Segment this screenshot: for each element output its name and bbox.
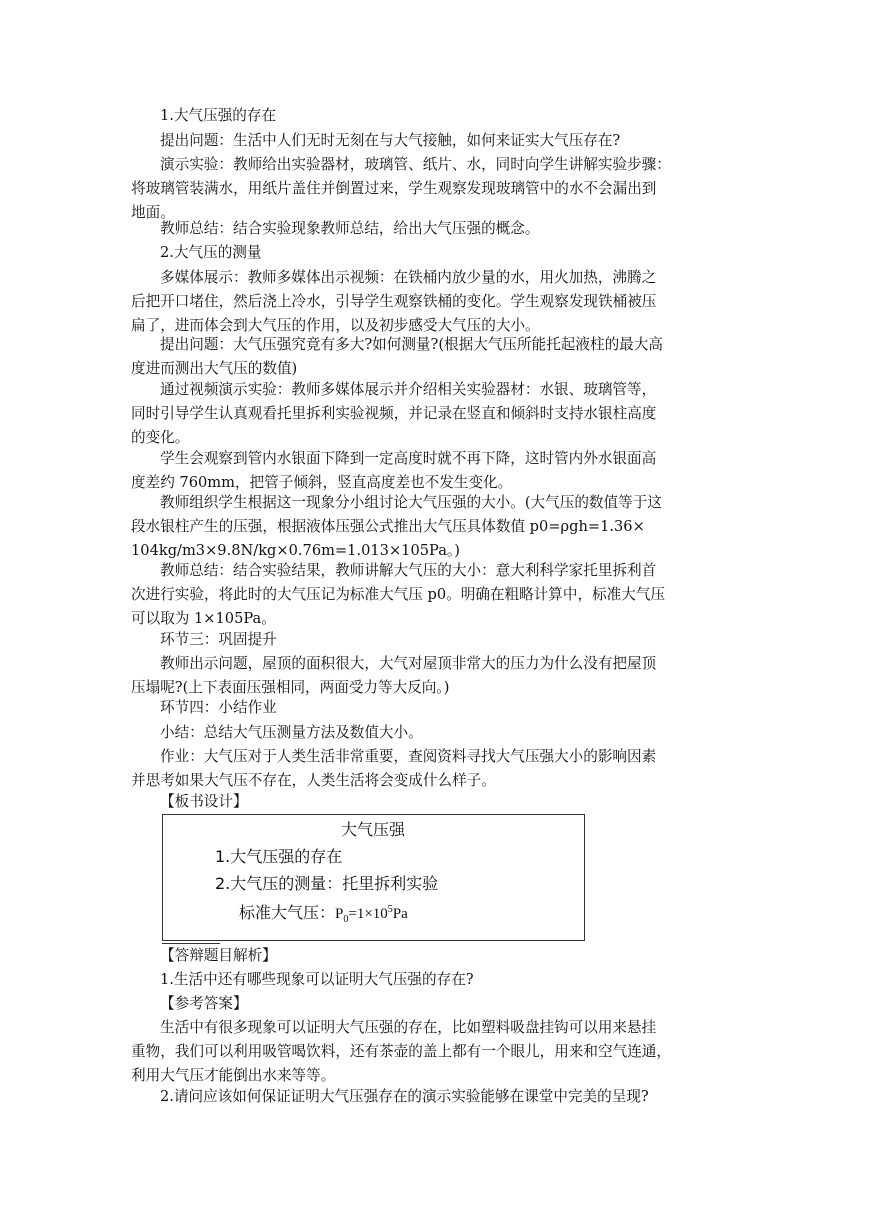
paragraph-line: 可以取为 1×105Pa。 [131,610,276,627]
paragraph-line: 作业：大气压对于人类生活非常重要，查阅资料寻找大气压强大小的影响因素 [160,748,657,765]
paragraph-line: 104kg/m3×9.8N/kg×0.76m=1.013×105Pa。) [131,542,460,559]
paragraph-line: 教师组织学生根据这一现象分小组讨论大气压强的大小。(大气压的数值等于这 [160,494,662,511]
paragraph-line: 提出问题：大气压强究竟有多大?如何测量?(根据大气压所能托起液柱的最大高 [160,336,663,353]
paragraph-line: 演示实验：教师给出实验器材，玻璃管、纸片、水，同时向学生讲解实验步骤： [160,156,671,173]
box-underline-mark [162,939,220,944]
paragraph-line: 扁了，进而体会到大气压的作用，以及初步感受大气压的大小。 [131,317,540,334]
paragraph-line: 段水银柱产生的压强，根据液体压强公式推出大气压具体数值 p0=ρgh=1.36× [131,518,645,535]
question-1: 1.生活中还有哪些现象可以证明大气压强的存在? [160,971,474,988]
board-line-3 [239,900,408,925]
section-heading-4: 环节四：小结作业 [160,699,277,716]
paragraph-line: 教师出示问题，屋顶的面积很大，大气对屋顶非常大的压力为什么没有把屋顶 [160,655,657,672]
paragraph-line: 度差约 760mm，把管子倾斜，竖直高度差也不发生变化。 [131,474,513,491]
paragraph-line: 教师总结：结合实验结果，教师讲解大气压的大小：意大利科学家托里拆利首 [160,562,657,579]
paragraph-line: 通过视频演示实验：教师多媒体展示并介绍相关实验器材：水银、玻璃管等， [160,381,657,398]
answer-analysis-heading: 【答辩题目解析】 [160,947,277,964]
section-heading-2: 2.大气压的测量 [160,244,262,261]
answer-line: 利用大气压才能倒出水来等等。 [131,1067,336,1084]
paragraph-line: 教师总结：结合实验现象教师总结，给出大气压强的概念。 [160,220,540,237]
section-heading-3: 环节三：巩固提升 [160,631,277,648]
reference-answer-heading: 【参考答案】 [160,995,248,1012]
paragraph-line: 的变化。 [131,429,190,446]
answer-line: 生活中有很多现象可以证明大气压强的存在，比如塑料吸盘挂钩可以用来悬挂 [160,1019,657,1036]
paragraph-line: 小结：总结大气压测量方法及数值大小。 [160,724,423,741]
paragraph-line: 地面。 [131,204,175,221]
paragraph-line: 后把开口堵住，然后浇上冷水，引导学生观察铁桶的变化。学生观察发现铁桶被压 [131,293,657,310]
standard-pressure-formula: $P_0=1\times 10^5Pa$ [335,904,408,925]
board-line-1: 1.大气压强的存在 [215,847,343,866]
blackboard-design-box [162,814,585,941]
question-2: 2.请问应该如何保证证明大气压强存在的演示实验能够在课堂中完美的呈现? [160,1088,649,1105]
board-line-3-label: 标准大气压： [239,903,336,922]
board-line-2: 2.大气压的测量：托里拆利实验 [215,874,439,893]
paragraph-line: 次进行实验，将此时的大气压记为标准大气压 p0。明确在粗略计算中，标准大气压 [131,586,666,603]
paragraph-line: 将玻璃管装满水，用纸片盖住并倒置过来，学生观察发现玻璃管中的水不会漏出到 [131,180,657,197]
answer-line: 重物，我们可以利用吸管喝饮料，还有茶壶的盖上都有一个眼儿，用来和空气连通， [131,1043,671,1060]
paragraph-line: 压塌呢?(上下表面压强相同，两面受力等大反向。) [131,679,450,696]
paragraph-line: 并思考如果大气压不存在，人类生活将会变成什么样子。 [131,772,496,789]
paragraph-line: 同时引导学生认真观看托里拆利实验视频，并记录在竖直和倾斜时支持水银柱高度 [131,405,657,422]
paragraph-line: 学生会观察到管内水银面下降到一定高度时就不再下降，这时管内外水银面高 [160,450,657,467]
paragraph-line: 度进而测出大气压的数值) [131,360,298,377]
section-heading-1: 1.大气压强的存在 [160,107,277,124]
board-design-heading: 【板书设计】 [160,793,248,810]
paragraph-line: 多媒体展示：教师多媒体出示视频：在铁桶内放少量的水，用火加热，沸腾之 [160,269,657,286]
board-title: 大气压强 [341,820,406,839]
paragraph-line: 提出问题：生活中人们无时无刻在与大气接触，如何来证实大气压存在? [160,132,621,149]
